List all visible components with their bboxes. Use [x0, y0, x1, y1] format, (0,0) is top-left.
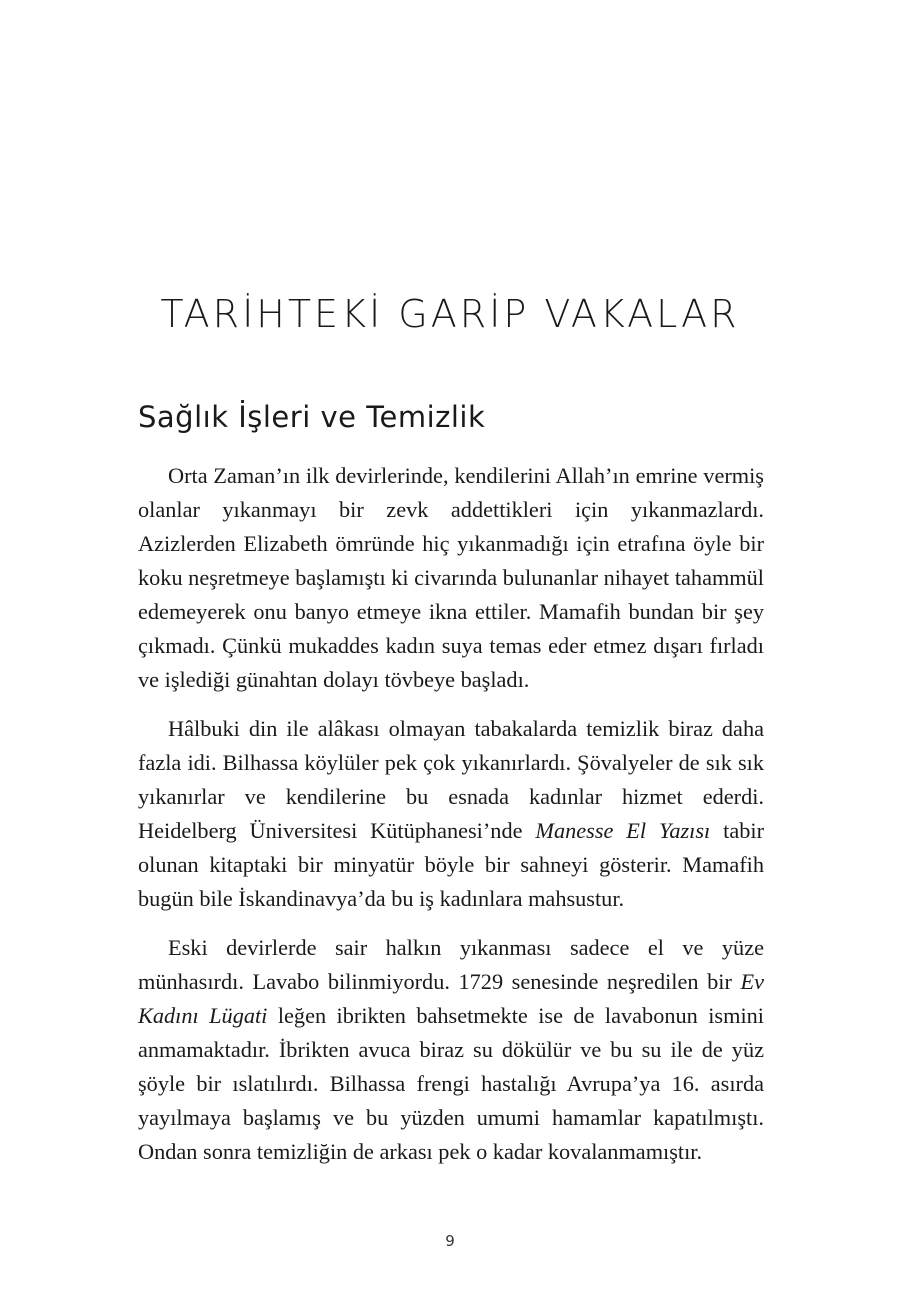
paragraph-1: Orta Zaman’ın ilk devirlerinde, kendilerini Allah’ın emrine vermiş olanlar yıkanmayı bir zevk addettikleri için yıkanmazlardı. Azizlerden Elizabeth ömründe hiç yıkanmadığı için etrafına öyle bir koku neşretmeye başlamıştı ki civarında bulunanlar nihayet tahammül edemeyerek onu banyo etmeye ikna ettiler. Mamafih bundan bir şey çıkmadı. Çünkü mukaddes kadın suya temas eder etmez dışarı fırladı ve işlediği günahtan dolayı tövbeye başladı.: [138, 463, 764, 692]
paragraph-2-part-1: Hâlbuki din ile alâkası olmayan tabakalarda temizlik biraz daha fazla idi. Bilhassa köylüler pek çok yıkanırlardı. Şövalyeler de sık sık yıkanırlar ve kendilerine bu esnada kadınlar hizmet ederdi. Heidelberg Üniversitesi Kütüphanesi’nde: [138, 716, 764, 843]
chapter-title: TARİHTEKİ GARİP VAKALAR: [160, 292, 740, 336]
paragraph-3-part-1: Eski devirlerde sair halkın yıkanması sadece el ve yüze münhasırdı. Lavabo bilinmiyordu. 1729 senesinde neşredilen bir: [138, 935, 764, 994]
section-title: Sağlık İşleri ve Temizlik: [138, 400, 486, 434]
paragraph-3: [138, 931, 764, 1169]
page-number: 9: [445, 1232, 455, 1250]
body-text: [138, 459, 764, 1184]
paragraph-2-part-2: tabir olunan kitaptaki bir minyatür böyle bir sahneyi gösterir. Mamafih bugün bile İskandinavya’da bu iş kadınlara mahsustur.: [138, 818, 764, 911]
book-title-italic: Manesse El Yazısı: [535, 818, 711, 843]
paragraph-3-part-2: leğen ibrikten bahsetmekte ise de lavabonun ismini anmamaktadır. İbrikten avuca biraz su dökülür ve bu su ile de yüz şöyle bir ıslatılırdı. Bilhassa frengi hastalığı Avrupa’ya 16. asırda yayılmaya başlamış ve bu yüzden umumi hamamlar kapatılmıştı. Ondan sonra temizliğin de arkası pek o kadar kovalanmamıştır.: [138, 1003, 764, 1164]
paragraph-2: [138, 712, 764, 916]
dictionary-title-italic: Ev Kadını Lügati: [138, 969, 764, 1028]
